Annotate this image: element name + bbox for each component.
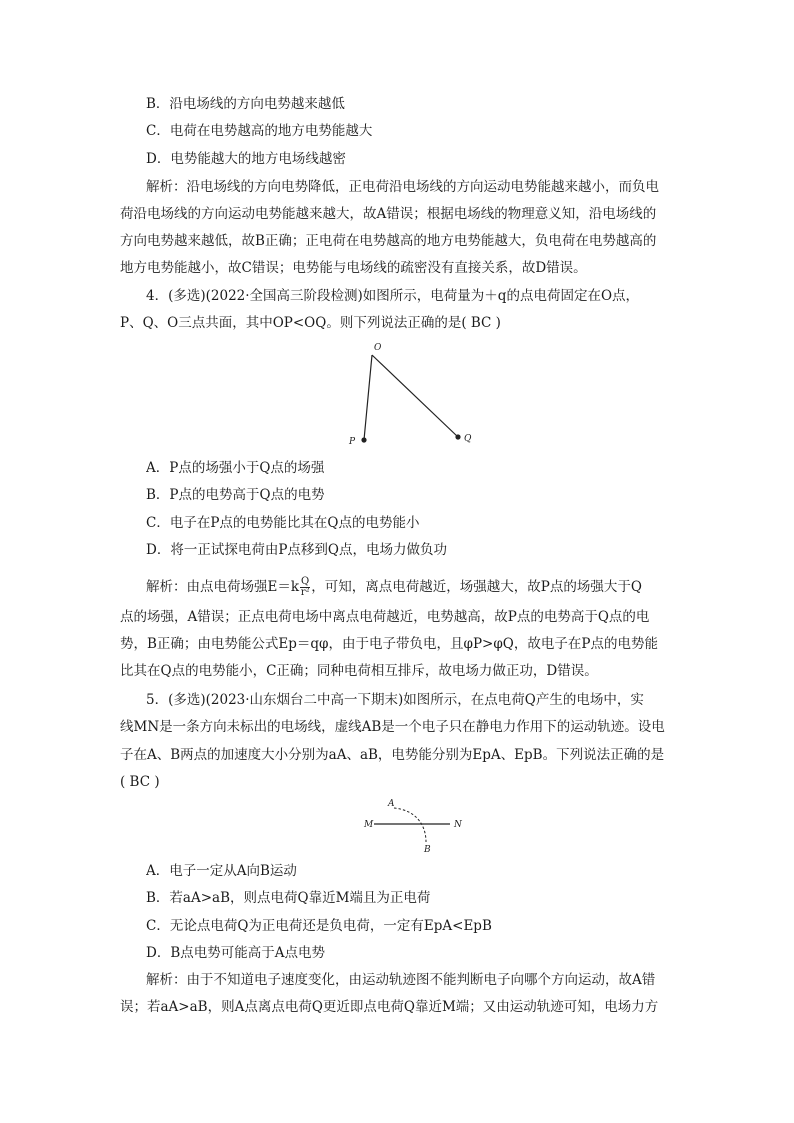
label-o: O — [374, 343, 382, 353]
q3-analysis-line: 荷沿电场线的方向运动电势能越来越大，故A错误；根据电场线的物理意义知，沿电场线的 — [120, 206, 657, 222]
label-q: Q — [464, 434, 472, 444]
q3-option-c: C．电荷在电势越高的地方电势能越大 — [146, 123, 373, 139]
q4-analysis-line: 势，B正确；由电势能公式Ep＝qφ，由于电子带负电，且φP>φQ，故电子在P点的电势能 — [120, 636, 658, 652]
q5-option-d: D．B点电势可能高于A点电势 — [146, 945, 325, 961]
q4-option-d: D．将一正试探电荷由P点移到Q点，电场力做负功 — [146, 542, 447, 558]
label-p: P — [349, 437, 356, 447]
q5-option-c: C．无论点电荷Q为正电荷还是负电荷，一定有EpA<EpB — [146, 918, 492, 934]
formula-denominator: r² — [300, 587, 310, 598]
q3-analysis-line: 方向电势越来越低，故B正确；正电荷在电势越高的地方电势能越大，负电荷在电势越高的 — [120, 233, 657, 249]
q3-analysis-line: 解析：沿电场线的方向电势降低，正电荷沿电场线的方向运动电势能越来越小，而负电 — [146, 179, 659, 195]
q5-stem-line: 线MN是一条方向未标出的电场线，虚线AB是一个电子只在静电力作用下的运动轨迹。设电 — [120, 719, 665, 735]
q5-stem-line: ( BC ) — [120, 774, 160, 790]
q5-figure — [360, 796, 470, 854]
label-b: B — [424, 845, 431, 854]
label-n: N — [454, 820, 462, 830]
q4-figure — [340, 338, 480, 450]
q4-stem-line: P、Q、O三点共面，其中OP<OQ。则下列说法正确的是( BC ) — [120, 315, 501, 331]
formula-numerator: Q — [301, 576, 310, 587]
q4-analysis-line: 点的场强，A错误；正点电荷电场中离点电荷越近，电势越高，故P点的电势高于Q点的电 — [120, 609, 650, 625]
q5-option-b: B．若aA>aB，则点电荷Q靠近M端且为正电荷 — [146, 890, 431, 906]
point-p — [361, 437, 366, 442]
q4-analysis-line: 比其在Q点的电势能小，C正确；同种电荷相互排斥，故电场力做正功，D错误。 — [120, 663, 598, 679]
point-q — [455, 434, 460, 439]
trajectory-ab — [394, 808, 426, 842]
q5-stem-line: 5．(多选)(2023·山东烟台二中高一下期末)如图所示，在点电荷Q产生的电场中，实 — [146, 692, 644, 708]
q5-analysis-line: 解析：由于不知道电子速度变化，由运动轨迹图不能判断电子向哪个方向运动，故A错 — [146, 972, 656, 988]
label-m: M — [364, 820, 374, 830]
q4-stem-line: 4．(多选)(2022·全国高三阶段检测)如图所示，电荷量为＋q的点电荷固定在O点， — [146, 288, 640, 304]
label-a: A — [388, 799, 395, 809]
q3-option-d: D．电势能越大的地方电场线越密 — [146, 151, 346, 167]
line-oq — [372, 355, 458, 437]
q3-analysis-line: 地方电势能越小，故C错误；电势能与电场线的疏密没有直接关系，故D错误。 — [120, 260, 587, 276]
q5-analysis-line: 误；若aA>aB，则A点离点电荷Q更近即点电荷Q靠近M端；又由运动轨迹可知，电场力方 — [120, 999, 659, 1015]
analysis-text: 解析：由点电荷场强E＝k — [146, 579, 300, 595]
q4-option-a: A．P点的场强小于Q点的场强 — [146, 460, 325, 476]
q4-option-b: B．P点的电势高于Q点的电势 — [146, 487, 325, 503]
analysis-text: ，可知，离点电荷越近，场强越大，故P点的场强大于Q — [311, 579, 642, 595]
line-op — [364, 355, 372, 440]
q4-analysis-line-formula — [146, 574, 682, 600]
q5-stem-line: 子在A、B两点的加速度大小分别为aA、aB，电势能分别为EpA、EpB。下列说法正确的是 — [120, 747, 665, 763]
field-formula-fraction — [300, 577, 310, 598]
q5-option-a: A．电子一定从A向B运动 — [146, 863, 297, 879]
q3-option-b: B．沿电场线的方向电势越来越低 — [146, 96, 345, 112]
q4-option-c: C．电子在P点的电势能比其在Q点的电势能小 — [146, 515, 420, 531]
